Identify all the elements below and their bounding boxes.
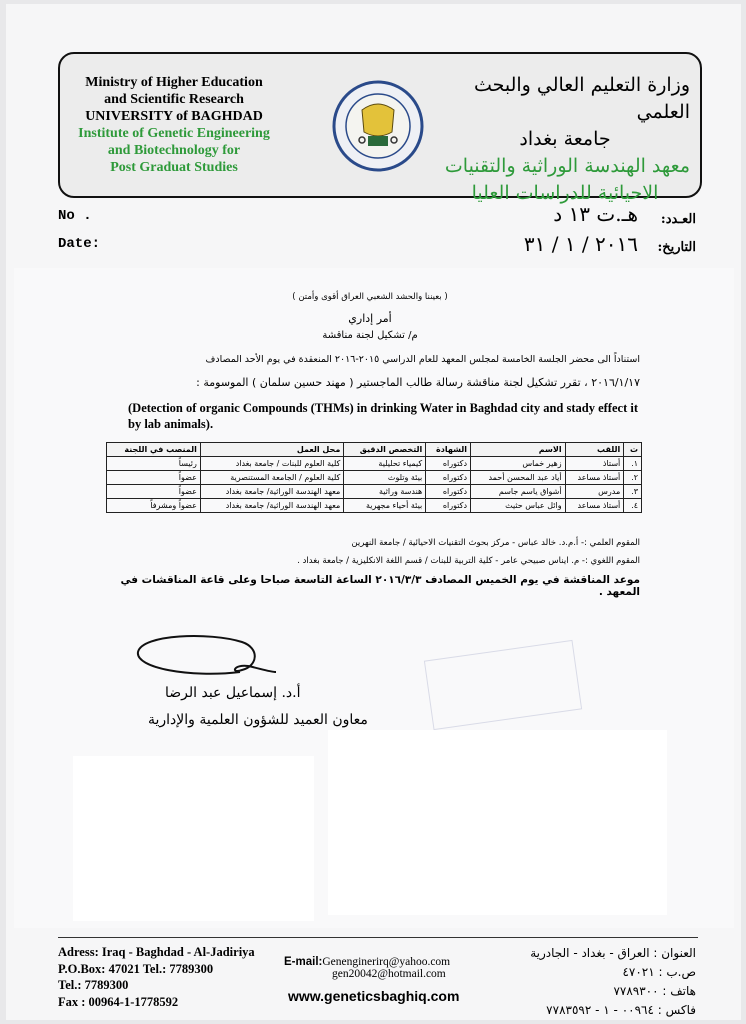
- table-cell: كلية العلوم / الجامعة المستنصرية: [200, 471, 343, 485]
- footer-fax: Fax : 00964-1-1778592: [58, 994, 179, 1009]
- table-cell: كلية العلوم للبنات / جامعة بغداد: [200, 457, 343, 471]
- table-cell: أستاذ مساعد: [565, 471, 624, 485]
- invocation: ( بعيننا والحشد الشعبي العراق أقوى وأمتن ): [292, 292, 448, 302]
- linguistic-reviewer-note: المقوم اللغوي :- م. ايناس صبيحي عامر - كلية التربية للبنات / قسم اللغة الانكليزية / جامعة بغداد .: [297, 556, 640, 566]
- signatory-name: أ.د. إسماعيل عبد الرضا: [165, 685, 301, 701]
- col-workplace: محل العمل: [200, 443, 343, 457]
- col-name: الاسم: [471, 443, 566, 457]
- table-cell: هندسة وراثية: [344, 485, 426, 499]
- col-index: ت: [624, 443, 642, 457]
- table-cell: رئيساً: [107, 457, 201, 471]
- table-cell: ٤.: [624, 499, 642, 513]
- footer-tel: Tel.: 7789300: [58, 978, 129, 992]
- scientific-reviewer-note: المقوم العلمي :- أ.م.د. خالد عباس - مركز بحوث التقنيات الاحيائية / جامعة النهرين: [351, 538, 640, 548]
- date-value: ٢٠١٦ / ١ / ٣١: [523, 232, 638, 256]
- table-cell: دكتوراه: [426, 499, 471, 513]
- table-cell: كيمياء تحليلية: [344, 457, 426, 471]
- col-degree: الشهادة: [426, 443, 471, 457]
- footer-arabic: [496, 944, 696, 1020]
- table-header-row: [107, 443, 642, 457]
- table-cell: دكتوراه: [426, 457, 471, 471]
- letterhead-arabic: [440, 72, 690, 207]
- table-cell: بيئة وتلوث: [344, 471, 426, 485]
- defense-date-note: موعد المناقشة في يوم الخميس المصادف ٢٠١٦/٣/٣ الساعة التاسعة صباحا وعلى قاعة المناقشات في المعهد .: [120, 574, 640, 598]
- number-label: No .: [58, 208, 92, 224]
- postgrad-ar-line: الاحيائية للدراسات العليا: [471, 182, 659, 204]
- table-cell: ١.: [624, 457, 642, 471]
- email-label: E-mail:: [284, 956, 323, 968]
- committee-table: [106, 442, 642, 513]
- order-subject: م/ تشكيل لجنة مناقشة: [322, 330, 418, 341]
- footer-email: [284, 956, 450, 980]
- signatory-title: معاون العميد للشؤون العلمية والإدارية: [148, 712, 368, 728]
- table-cell: أستاذ مساعد: [565, 499, 624, 513]
- research-line: and Scientific Research: [104, 92, 244, 107]
- redacted-area: [73, 756, 314, 921]
- table-cell: دكتوراه: [426, 485, 471, 499]
- table-row: [107, 457, 642, 471]
- university-seal: [332, 80, 424, 172]
- table-cell: عضواً: [107, 485, 201, 499]
- signature-mark: [130, 628, 280, 688]
- email-primary[interactable]: Genenginerirq@yahoo.com: [322, 956, 451, 968]
- number-ar-label: العـدد:: [660, 212, 696, 227]
- biotech-line: and Biotechnology for: [107, 143, 241, 158]
- table-row: [107, 471, 642, 485]
- number-value: هـ.ت ١٣ د: [553, 202, 638, 226]
- footer-ar-fax: فاكس : ٠٠٩٦٤ - ١ - ٧٧٨٣٥٩٢: [546, 1003, 696, 1017]
- table-cell: عضواً: [107, 471, 201, 485]
- footer-ar-phone: هاتف : ٧٧٨٩٣٠٠: [613, 984, 696, 998]
- table-cell: معهد الهندسة الوراثية/ جامعة بغداد: [200, 485, 343, 499]
- order-title: أمر إداري: [348, 312, 392, 325]
- date-ar-label: التاريخ:: [657, 240, 696, 255]
- table-row: [107, 499, 642, 513]
- footer-pobox: P.O.Box: 47021 Tel.: 7789300: [58, 961, 214, 976]
- col-specialty: التخصص الدقيق: [344, 443, 426, 457]
- table-cell: أشواق ياسم جاسم: [471, 485, 566, 499]
- university-ar-line: جامعة بغداد: [519, 128, 611, 150]
- table-cell: أياد عبد المحسن أحمد: [471, 471, 566, 485]
- footer-divider: [58, 937, 698, 938]
- col-position: المنصب في اللجنة: [107, 443, 201, 457]
- table-row: [107, 485, 642, 499]
- email-secondary[interactable]: gen20042@hotmail.com: [332, 968, 446, 980]
- date-label: Date:: [58, 236, 101, 252]
- table-cell: وائل عباس حثيث: [471, 499, 566, 513]
- letterhead-english: [74, 74, 274, 176]
- footer-ar-address: العنوان : العراق - بغداد - الجادرية: [530, 946, 696, 960]
- postgrad-line: Post Graduat Studies: [110, 160, 238, 175]
- thesis-title: (Detection of organic Compounds (THMs) in drinking Water in Baghdad city and stady effect it by lab animals).: [128, 401, 638, 431]
- table-cell: ٢.: [624, 471, 642, 485]
- footer-english: [58, 944, 255, 1010]
- table-cell: مدرس: [565, 485, 624, 499]
- institute-line: Institute of Genetic Engineering: [78, 126, 270, 141]
- university-line: UNIVERSITY of BAGHDAD: [85, 109, 263, 124]
- institute-ar-line: معهد الهندسة الوراثية والتقنيات: [444, 155, 690, 177]
- ministry-ar-line: وزارة التعليم العالي والبحث العلمي: [473, 74, 690, 123]
- redacted-area: [328, 730, 667, 915]
- table-cell: أستاذ: [565, 457, 624, 471]
- table-cell: بيئة أحياء مجهرية: [344, 499, 426, 513]
- ministry-line: Ministry of Higher Education: [85, 75, 263, 90]
- table-cell: دكتوراه: [426, 471, 471, 485]
- order-paragraph-2: ٢٠١٦/١/١٧ ، تقرر تشكيل لجنة مناقشة رسالة طالب الماجستير ( مهند حسين سلمان ) الموسومة :: [196, 376, 640, 389]
- order-paragraph-1: استناداً الى محضر الجلسة الخامسة لمجلس المعهد للعام الدراسي ٢٠١٥-٢٠١٦ المنعقدة في يوم الأحد المصادف: [205, 354, 640, 365]
- table-cell: معهد الهندسة الوراثية/ جامعة بغداد: [200, 499, 343, 513]
- footer-address: Adress: Iraq - Baghdad - Al-Jadiriya: [58, 945, 255, 959]
- table-cell: عضواً ومشرفاً: [107, 499, 201, 513]
- footer-ar-pobox: ص.ب : ٤٧٠٢١: [622, 965, 696, 979]
- col-rank: اللقب: [565, 443, 624, 457]
- footer-website[interactable]: www.geneticsbaghiq.com: [288, 988, 460, 1004]
- table-cell: زهير خماس: [471, 457, 566, 471]
- table-cell: ٣.: [624, 485, 642, 499]
